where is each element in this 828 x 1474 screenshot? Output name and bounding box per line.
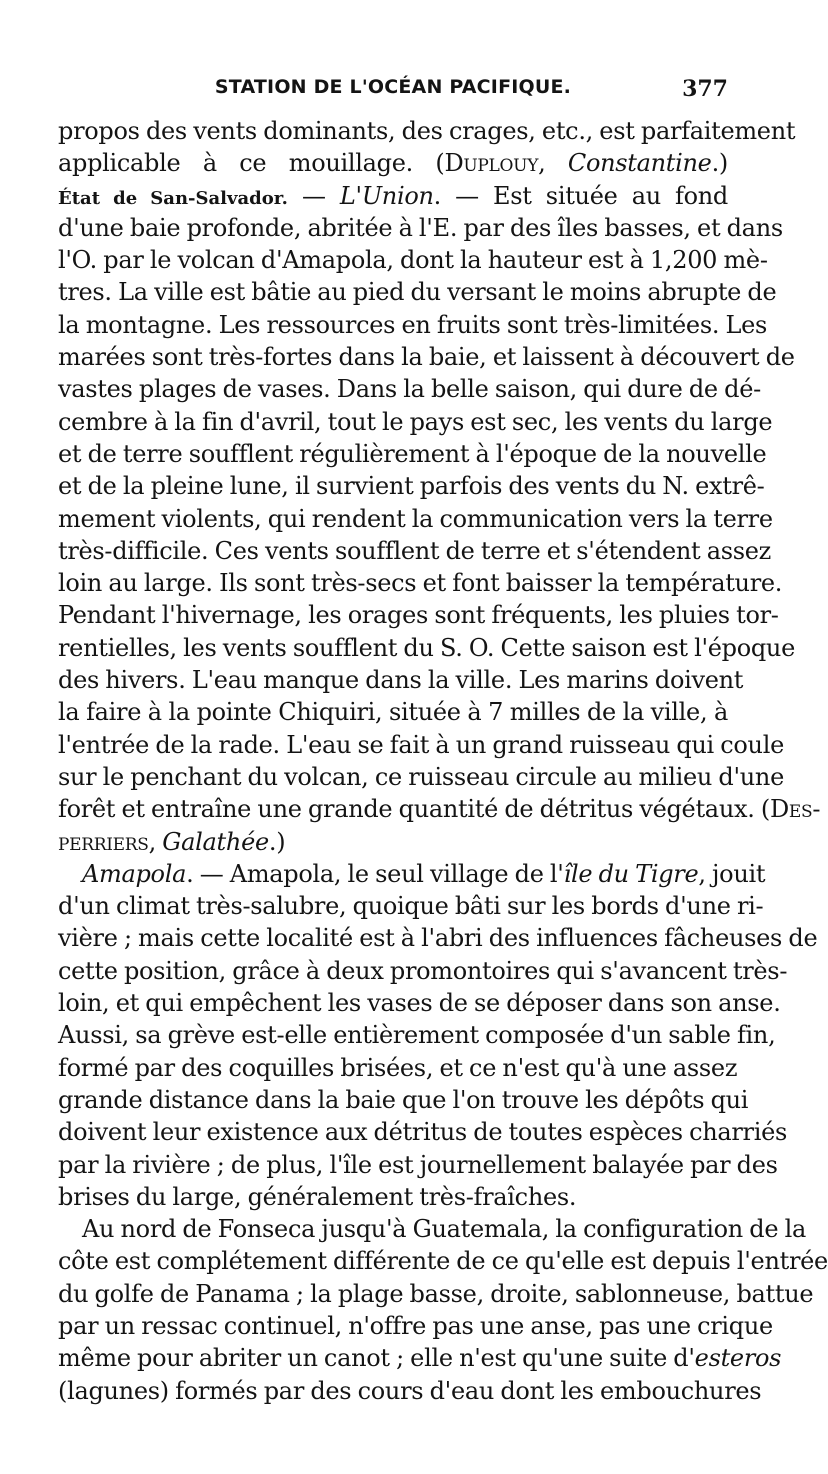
text-line <box>58 1278 814 1310</box>
text-line <box>58 406 773 438</box>
italic-run: Amapola <box>82 859 187 888</box>
italic-run: Galathée <box>162 827 269 856</box>
text-line <box>58 955 788 987</box>
text-run: doivent leur existence aux détritus de toutes espèces charriés <box>58 1118 788 1147</box>
text-line <box>58 180 728 212</box>
text-line <box>58 438 767 470</box>
text-line <box>58 729 784 761</box>
text-line <box>58 1052 738 1084</box>
text-line <box>58 244 768 276</box>
text-run: et de terre soufflent régulièrement à l'époque de la nouvelle <box>58 439 767 468</box>
text-line <box>58 567 783 599</box>
text-line <box>58 115 796 147</box>
text-run: vastes plages de vases. Dans la belle saison, qui dure de dé- <box>58 375 761 404</box>
italic-run: Constantine <box>567 149 712 178</box>
text-line <box>58 1084 749 1116</box>
small-caps-run: perriers <box>58 827 149 856</box>
text-line <box>58 664 744 696</box>
text-run: , jouit <box>698 859 766 888</box>
text-run: du golfe de Panama ; la plage basse, droite, sablonneuse, battue <box>58 1279 814 1308</box>
text-line <box>58 1342 782 1374</box>
text-run: formé par des coquilles brisées, et ce n'est qu'à une assez <box>58 1053 738 1082</box>
text-run: forêt et entraîne une grande quantité de détritus végétaux. ( <box>58 795 770 824</box>
text-run: par la rivière ; de plus, l'île est journellement balayée par des <box>58 1150 778 1179</box>
text-line <box>58 373 761 405</box>
italic-run: L'Union <box>339 181 434 210</box>
page-number: 377 <box>682 76 728 102</box>
text-line <box>58 1181 728 1213</box>
text-line <box>58 1116 788 1148</box>
text-run: la montagne. Les ressources en fruits sont très-limitées. Les <box>58 310 768 339</box>
text-line <box>58 341 795 373</box>
text-run: propos des vents dominants, des crages, etc., est parfaitement <box>58 117 796 145</box>
small-caps-run: Des- <box>769 795 821 824</box>
text-run: tres. La ville est bâtie au pied du versant le moins abrupte de <box>58 278 777 307</box>
running-title: STATION DE L'OCÉAN PACIFIQUE. <box>214 76 572 98</box>
text-line <box>58 212 783 244</box>
text-line <box>58 793 821 825</box>
text-run: Pendant l'hivernage, les orages sont fréquents, les pluies tor- <box>58 601 779 630</box>
page-header <box>58 76 728 112</box>
text-run: l'entrée de la rade. L'eau se fait à un grand ruisseau qui coule <box>58 730 784 759</box>
text-run: cette position, grâce à deux promontoires qui s'avancent très- <box>58 956 788 985</box>
text-run: l'O. par le volcan d'Amapola, dont la hauteur est à 1,200 mè- <box>58 246 768 275</box>
text-line <box>58 1019 776 1051</box>
text-run: .) <box>268 827 286 856</box>
text-run: loin au large. Ils sont très-secs et font baisser la température. <box>58 569 783 598</box>
text-run: applicable à ce mouillage. ( <box>58 149 445 178</box>
text-run: vière ; mais cette localité est à l'abri des influences fâcheuses de <box>58 924 818 953</box>
text-run: d'une baie profonde, abritée à l'E. par des îles basses, et dans <box>58 213 783 242</box>
text-run: la faire à la pointe Chiquiri, située à 7 milles de la ville, à <box>58 698 728 727</box>
small-caps-run: Duplouy <box>444 149 539 178</box>
text-run: — <box>287 181 340 210</box>
text-line <box>58 922 818 954</box>
text-run: d'un climat très-salubre, quoique bâti sur les bords d'une ri- <box>58 892 764 921</box>
text-run: côte est complétement différente de ce qu'elle est depuis l'entrée <box>58 1247 828 1276</box>
text-line <box>58 761 784 793</box>
text-run: Aussi, sa grève est-elle entièrement composée d'un sable fin, <box>58 1021 776 1050</box>
text-line <box>58 599 779 631</box>
text-run: , <box>148 827 163 856</box>
text-line <box>58 535 772 567</box>
text-line <box>58 276 777 308</box>
text-run: brises du large, généralement très-fraîches. <box>58 1182 577 1211</box>
text-run: (lagunes) formés par des cours d'eau dont les embouchures <box>58 1376 762 1405</box>
text-run: , <box>538 149 568 178</box>
text-line <box>58 826 728 858</box>
text-run: et de la pleine lune, il survient parfois des vents du N. extrê- <box>58 472 765 501</box>
text-run: des hivers. L'eau manque dans la ville. Les marins doivent <box>58 666 744 695</box>
text-run: par un ressac continuel, n'offre pas une anse, pas une crique <box>58 1311 773 1340</box>
text-run: marées sont très-fortes dans la baie, et laissent à découvert de <box>58 343 795 372</box>
text-run: . — Est située au fond <box>433 181 728 210</box>
text-run: rentielles, les vents soufflent du S. O. Cette saison est l'époque <box>58 633 795 662</box>
text-run: . — Amapola, le seul village de l' <box>186 859 564 888</box>
text-line <box>58 890 764 922</box>
text-run: grande distance dans la baie que l'on trouve les dépôts qui <box>58 1085 749 1114</box>
text-line <box>58 987 781 1019</box>
text-line <box>58 470 765 502</box>
text-line <box>58 503 773 535</box>
text-line <box>58 1149 778 1181</box>
text-line <box>58 1375 762 1407</box>
text-run: Au nord de Fonseca jusqu'à Guatemala, la configuration de la <box>82 1215 806 1244</box>
text-run: très-difficile. Ces vents soufflent de terre et s'étendent assez <box>58 536 772 565</box>
italic-run: esteros <box>694 1344 782 1373</box>
text-run: .) <box>711 149 728 178</box>
text-line <box>58 1310 773 1342</box>
text-line <box>58 858 766 890</box>
section-heading: État de San-Salvador. <box>58 187 288 209</box>
text-line <box>58 1245 828 1277</box>
text-run: mement violents, qui rendent la communication vers la terre <box>58 504 773 533</box>
text-run: loin, et qui empêchent les vases de se déposer dans son anse. <box>58 989 781 1018</box>
text-line <box>58 1213 806 1245</box>
body-text <box>58 115 828 1407</box>
text-line <box>58 309 768 341</box>
text-line <box>58 147 728 179</box>
italic-run: île du Tigre <box>563 859 699 888</box>
text-run: même pour abriter un canot ; elle n'est qu'une suite d' <box>58 1344 695 1373</box>
text-run: sur le penchant du volcan, ce ruisseau circule au milieu d'une <box>58 762 784 791</box>
text-run: cembre à la fin d'avril, tout le pays est sec, les vents du large <box>58 407 773 436</box>
text-line <box>58 632 795 664</box>
text-line <box>58 696 728 728</box>
